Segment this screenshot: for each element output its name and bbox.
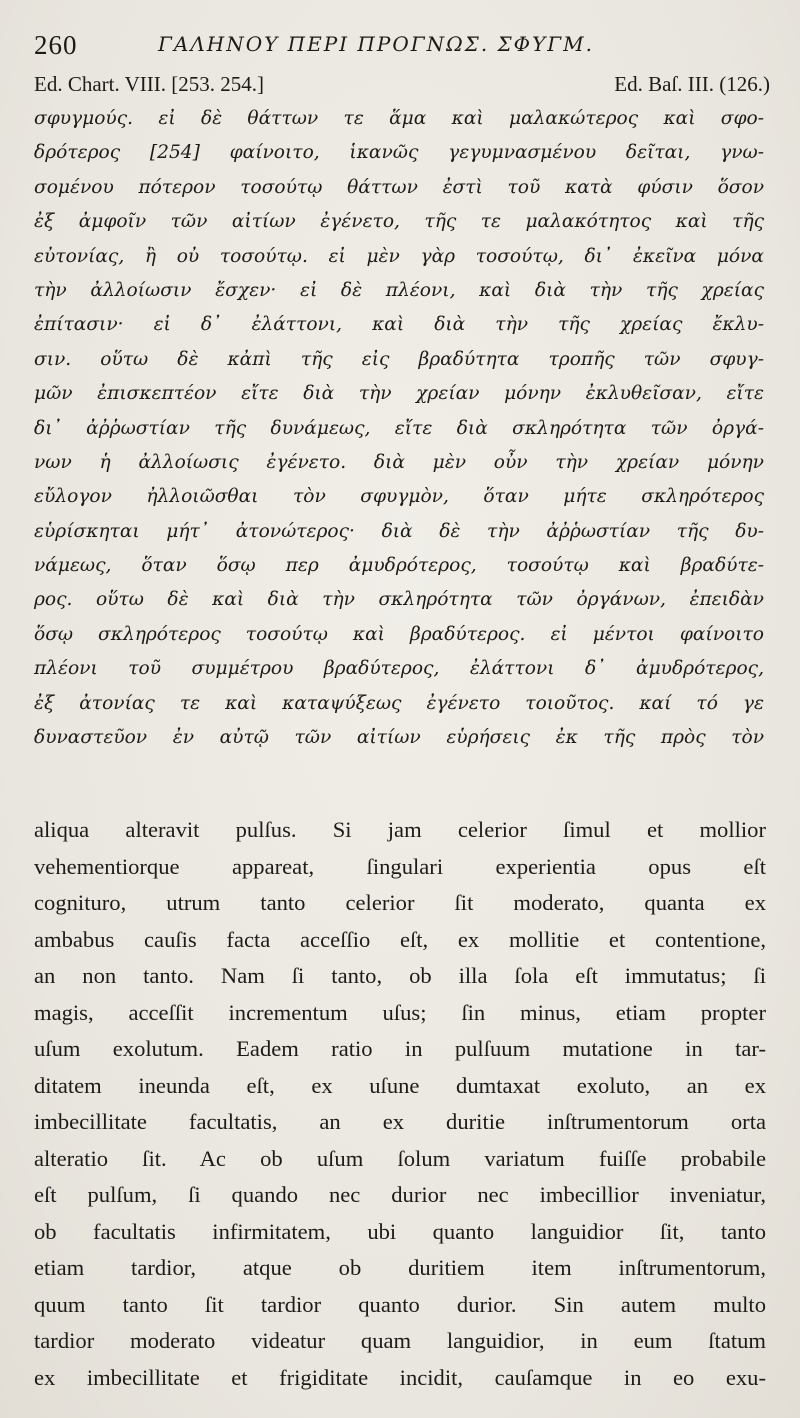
latin-line: etiam tardior, atque ob duritiem item inſtrumentorum, xyxy=(34,1255,766,1280)
greek-line: σιν. οὕτω δὲ κἀπὶ τῆς εἰς βραδύτητα τροπῆς τῶν σφυγ- xyxy=(34,348,764,370)
greek-line: τὴν ἀλλοίωσιν ἔσχεν· εἰ δὲ πλέονι, καὶ διὰ τὴν τῆς χρείας xyxy=(34,279,764,301)
greek-line: ἐξ ἀτονίας τε καὶ καταψύξεως ἐγένετο τοιοῦτος. καί τό γε xyxy=(34,692,764,714)
latin-line: eſt pulſum, ſi quando nec durior nec imbecillior inveniatur, xyxy=(34,1182,766,1207)
latin-line: ex imbecillitate et frigiditate incidit, cauſamque in eo exu- xyxy=(34,1364,766,1390)
latin-line: quum tanto ſit tardior quanto durior. Sin autem multo xyxy=(34,1291,766,1317)
latin-line: cogniturо, utrum tanto celerior ſit moderato, quanta ex xyxy=(34,890,766,915)
latin-line: an non tanto. Nam ſi tanto, ob illa ſola eſt immutatus; ſi xyxy=(34,963,766,988)
latin-line: alteratio ſit. Ac ob uſum ſolum variatum fuiſſe probabile xyxy=(34,1145,766,1171)
latin-line: vehementiorque appareat, ſingulari experientia opus eſt xyxy=(34,853,766,879)
greek-line: πλέονι τοῦ συμμέτρου βραδύτερος, ἐλάττονι δ᾽ ἀμυδρότερος, xyxy=(34,658,764,680)
greek-line: μῶν ἐπισκεπτέον εἴτε διὰ τὴν χρείαν μόνην ἐκλυθεῖσαν, εἴτε xyxy=(34,383,764,405)
greek-line: ὅσῳ σκληρότερος τοσούτῳ καὶ βραδύτερος. εἰ μέντοι φαίνοιτο xyxy=(34,623,764,645)
greek-line: νάμεως, ὅταν ὅσῳ περ ἀμυδρότερος, τοσούτῳ καὶ βραδύτε- xyxy=(34,555,764,577)
latin-line: uſum exolutum. Eadem ratio in pulſuum mutatione in tar- xyxy=(34,1036,766,1061)
edition-basel-reference: Ed. Baſ. III. (126.) xyxy=(614,72,770,96)
greek-line: ἐξ ἀμφοῖν τῶν αἰτίων ἐγένετο, τῆς τε μαλακότητος καὶ τῆς xyxy=(34,211,764,233)
greek-line: δι᾽ ἀῤῥωστίαν τῆς δυνάμεως, εἴτε διὰ σκληρότητα τῶν ὀργά- xyxy=(34,417,764,439)
greek-line: ἐπίτασιν· εἰ δ᾽ ἐλάττονι, καὶ διὰ τὴν τῆς χρείας ἔκλυ- xyxy=(34,314,764,336)
latin-text-block xyxy=(34,812,766,1396)
running-header xyxy=(34,30,774,64)
latin-line: imbecillitate facultatis, an ex duritie inſtrumentorum orta xyxy=(34,1109,766,1134)
latin-line: ditatem ineunda eſt, ex uſune dumtaxat exoluto, an ex xyxy=(34,1072,766,1098)
greek-line: νων ἡ ἀλλοίωσις ἐγένετο. διὰ μὲν οὖν τὴν χρείαν μόνην xyxy=(34,451,764,473)
greek-text-block xyxy=(34,102,764,755)
greek-line: ρος. οὕτω δὲ καὶ διὰ τὴν σκληρότητα τῶν ὀργάνων, ἐπειδὰν xyxy=(34,589,764,611)
running-title: ΓΑΛΗΝΟΥ ΠΕΡΙ ΠΡΟΓΝΩΣ. ΣΦΥΓΜ. xyxy=(158,32,594,56)
page-number: 260 xyxy=(34,30,78,60)
greek-line: εὐτονίας, ἢ οὐ τοσούτῳ. εἰ μὲν γὰρ τοσούτῳ, δι᾽ ἐκεῖνα μόνα xyxy=(34,245,764,267)
latin-line: ob facultatis infirmitatem, ubi quanto languidior ſit, tanto xyxy=(34,1218,766,1244)
greek-line: εὔλογον ἠλλοιῶσθαι τὸν σφυγμὸν, ὅταν μήτε σκληρότερος xyxy=(34,486,764,508)
edition-references xyxy=(34,72,770,102)
greek-line: εὑρίσκηται μήτ᾽ ἀτονώτερος· διὰ δὲ τὴν ἀῤῥωστίαν τῆς δυ- xyxy=(34,520,764,542)
latin-line: tardior moderato videatur quam languidior, in eum ſtatum xyxy=(34,1328,766,1353)
latin-line: magis, acceſſit incrementum uſus; ſin minus, etiam propter xyxy=(34,999,766,1025)
latin-line: aliqua alteravit pulſus. Si jam celerior ſimul et mollior xyxy=(34,817,766,842)
latin-line: ambabus cauſis facta acceſſio eſt, ex mollitie et contentione, xyxy=(34,926,766,952)
greek-line: δυναστεῦον ἐν αὐτῷ τῶν αἰτίων εὑρήσεις ἐκ τῆς πρὸς τὸν xyxy=(34,727,764,749)
edition-chartier-reference: Ed. Chart. VIII. [253. 254.] xyxy=(34,72,264,96)
greek-line: δρότερος [254] φαίνοιτο, ἱκανῶς γεγυμνασμένου δεῖται, γνω- xyxy=(34,142,764,164)
greek-line: σφυγμούς. εἰ δὲ θάττων τε ἅμα καὶ μαλακώτερος καὶ σφο- xyxy=(34,108,764,129)
greek-line: σομένου πότερον τοσούτῳ θάττων ἐστὶ τοῦ κατὰ φύσιν ὅσον xyxy=(34,176,764,198)
